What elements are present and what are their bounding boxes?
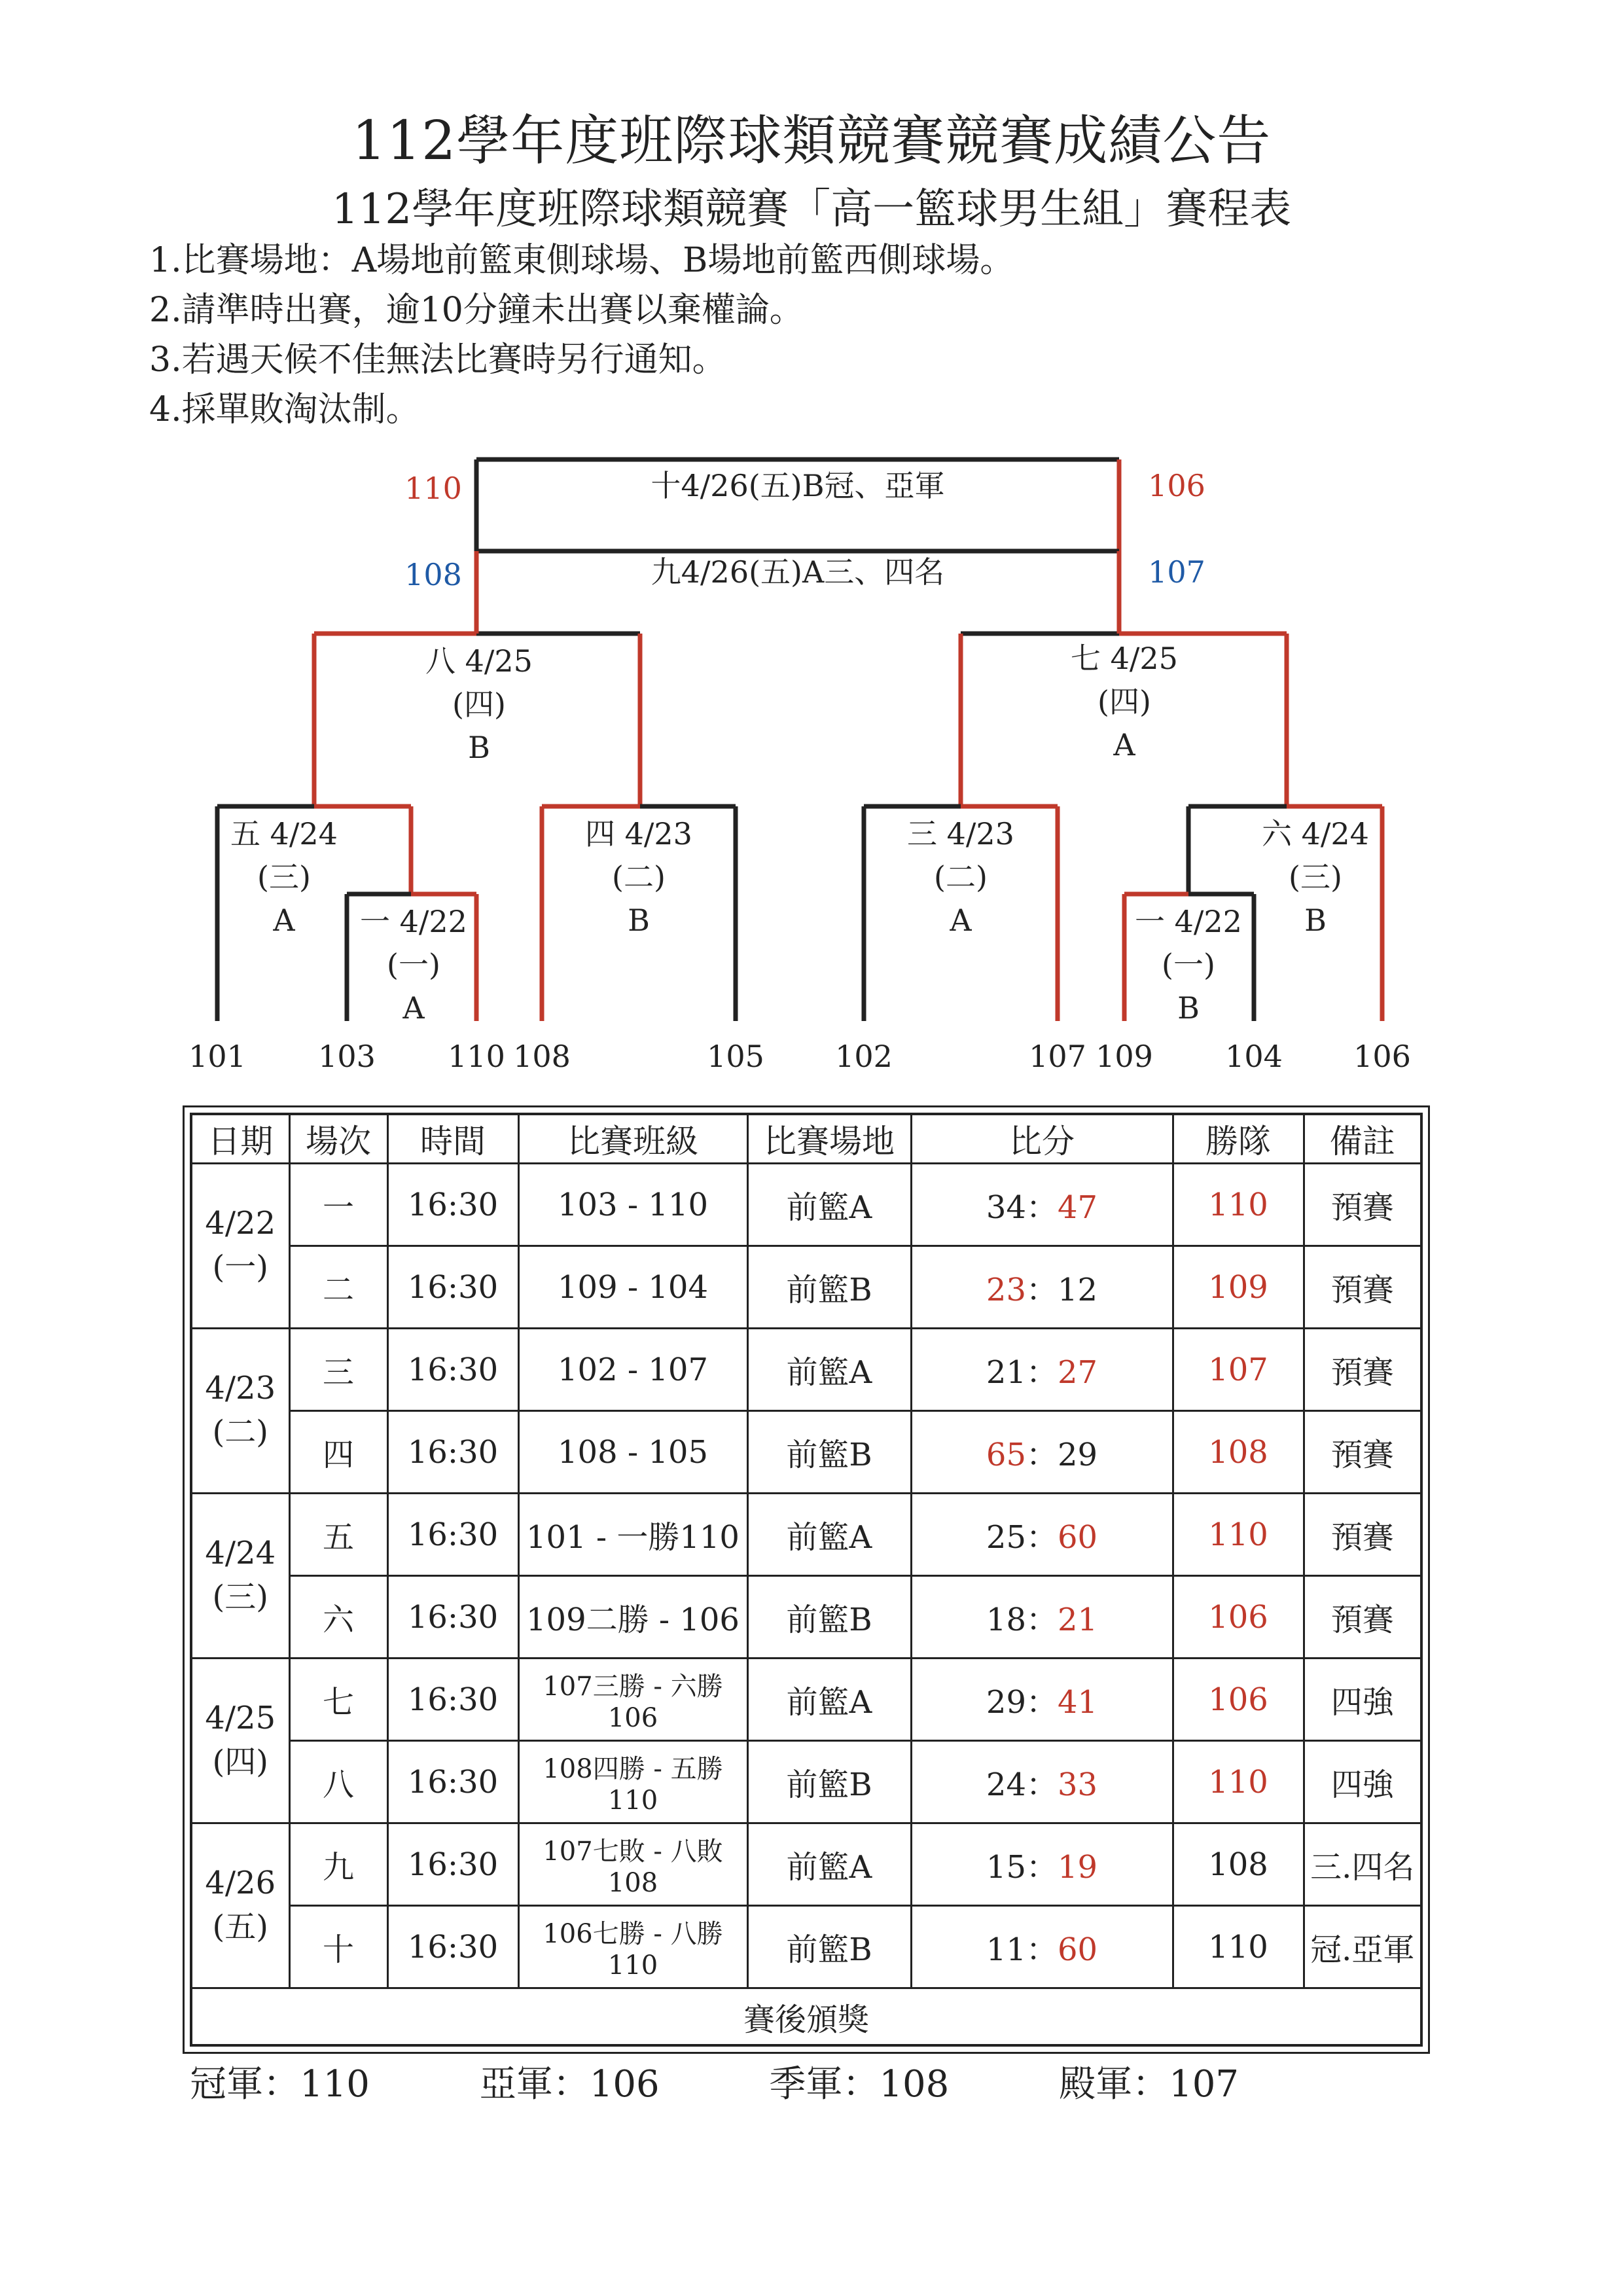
table-row: [191, 1659, 1421, 1741]
venue-cell: 前籃A: [747, 1329, 911, 1411]
score-sep: ：: [1026, 1931, 1058, 1968]
weekday-text: (三): [212, 1579, 268, 1615]
header-score: 比分: [911, 1114, 1173, 1164]
table-row: [191, 1164, 1421, 1246]
time-cell: 16:30: [387, 1494, 518, 1576]
weekday-text: (一): [212, 1249, 268, 1285]
third-label: 九4/26(五)A三、四名: [651, 554, 945, 590]
note-cell: 預賽: [1304, 1494, 1421, 1576]
note-cell: 預賽: [1304, 1411, 1421, 1494]
note-cell: 預賽: [1304, 1164, 1421, 1246]
award-note: 賽後頒獎: [191, 1988, 1421, 2046]
teams-cell: 108 - 105: [518, 1411, 747, 1494]
table-row: [191, 1576, 1421, 1659]
score-left: 25: [986, 1519, 1026, 1556]
game-cell: 八: [289, 1741, 387, 1823]
weekday-text: (二): [212, 1414, 268, 1450]
score-cell: [911, 1329, 1173, 1411]
g5-line2: (三): [257, 859, 311, 895]
g5-line3: A: [273, 903, 295, 938]
g6-line2: (三): [1289, 859, 1342, 895]
standing-team: 107: [1169, 2063, 1239, 2106]
rule-item: 3.若遇天候不佳無法比賽時另行通知。: [149, 340, 726, 380]
teams-cell: 103 - 110: [518, 1164, 747, 1246]
score-right: 12: [1058, 1272, 1098, 1308]
note-cell: 預賽: [1304, 1576, 1421, 1659]
score-left: 23: [986, 1272, 1026, 1308]
score-left: 18: [986, 1602, 1026, 1638]
score-right: 60: [1058, 1931, 1098, 1968]
score-sep: ：: [1026, 1437, 1058, 1473]
g4-line3: B: [628, 903, 650, 938]
score-cell: [911, 1164, 1173, 1246]
teams-cell: 108四勝 - 五勝110: [518, 1741, 747, 1823]
standing-team: 106: [589, 2063, 660, 2106]
venue-cell: 前籃B: [747, 1246, 911, 1329]
score-right: 29: [1058, 1437, 1098, 1473]
score-sep: ：: [1026, 1272, 1058, 1308]
score-left: 24: [986, 1767, 1026, 1803]
teams-cell: 109 - 104: [518, 1246, 747, 1329]
score-right: 60: [1058, 1519, 1098, 1556]
score-sep: ：: [1026, 1849, 1058, 1886]
score-left: 15: [986, 1849, 1026, 1886]
final-left-team: 110: [404, 471, 462, 506]
game-cell: 一: [289, 1164, 387, 1246]
table-header-row: [191, 1114, 1421, 1164]
teams-cell: 107三勝 - 六勝106: [518, 1659, 747, 1741]
final-right-team: 106: [1148, 468, 1205, 503]
page-subtitle: 112學年度班際球類競賽「高一籃球男生組」賽程表: [331, 185, 1292, 234]
semi-right-line3: A: [1113, 727, 1135, 762]
g5-line1: 五 4/24: [230, 816, 338, 852]
venue-cell: 前籃A: [747, 1823, 911, 1906]
winner-cell: 108: [1173, 1411, 1304, 1494]
page-title: 112學年度班際球類競賽競賽成績公告: [351, 110, 1272, 172]
header-game: 場次: [289, 1114, 387, 1164]
winner-cell: 106: [1173, 1659, 1304, 1741]
g4-line1: 四 4/23: [585, 816, 692, 852]
time-cell: 16:30: [387, 1576, 518, 1659]
venue-cell: 前籃B: [747, 1906, 911, 1988]
score-cell: [911, 1494, 1173, 1576]
time-cell: 16:30: [387, 1246, 518, 1329]
g2-line3: B: [1177, 990, 1200, 1026]
winner-cell: 107: [1173, 1329, 1304, 1411]
rule-item: 4.採單敗淘汰制。: [149, 390, 420, 429]
team-label: 108: [513, 1039, 571, 1074]
date-text: 4/24: [205, 1535, 276, 1571]
weekday-text: (四): [212, 1744, 268, 1780]
semi-right-line1: 七 4/25: [1071, 641, 1178, 676]
header-time: 時間: [387, 1114, 518, 1164]
venue-cell: 前籃B: [747, 1741, 911, 1823]
table-footer-row: [191, 1988, 1421, 2046]
table-row: [191, 1741, 1421, 1823]
game-cell: 十: [289, 1906, 387, 1988]
header-winner: 勝隊: [1173, 1114, 1304, 1164]
score-left: 21: [986, 1354, 1026, 1391]
date-text: 4/23: [205, 1370, 276, 1407]
table-row: [191, 1906, 1421, 1988]
table-row: [191, 1823, 1421, 1906]
teams-cell: 106七勝 - 八勝110: [518, 1906, 747, 1988]
winner-cell: 110: [1173, 1906, 1304, 1988]
score-cell: [911, 1906, 1173, 1988]
venue-cell: 前籃A: [747, 1659, 911, 1741]
score-sep: ：: [1026, 1354, 1058, 1391]
g4-line2: (二): [612, 859, 666, 895]
score-right: 19: [1058, 1849, 1098, 1886]
time-cell: 16:30: [387, 1164, 518, 1246]
header-date: 日期: [191, 1114, 289, 1164]
standing-label: 季軍：: [769, 2063, 880, 2106]
team-label: 109: [1096, 1039, 1153, 1074]
note-cell: 冠.亞軍: [1304, 1906, 1421, 1988]
score-right: 47: [1058, 1189, 1098, 1226]
third-left-team: 108: [404, 557, 462, 592]
score-sep: ：: [1026, 1767, 1058, 1803]
score-right: 27: [1058, 1354, 1098, 1391]
team-label: 107: [1029, 1039, 1086, 1074]
date-cell: [191, 1329, 289, 1494]
time-cell: 16:30: [387, 1329, 518, 1411]
semi-left-line3: B: [468, 730, 490, 765]
winner-cell: 109: [1173, 1246, 1304, 1329]
standing-third: [769, 2055, 949, 2108]
rule-item: 1.比賽場地：A場地前籃東側球場、B場地前籃西側球場。: [149, 241, 1014, 280]
g6-line3: B: [1304, 903, 1327, 938]
winner-cell: 106: [1173, 1576, 1304, 1659]
score-left: 29: [986, 1684, 1026, 1721]
note-cell: 預賽: [1304, 1329, 1421, 1411]
note-cell: 三.四名: [1304, 1823, 1421, 1906]
winner-cell: 110: [1173, 1164, 1304, 1246]
score-cell: [911, 1823, 1173, 1906]
teams-cell: 109二勝 - 106: [518, 1576, 747, 1659]
g1-line1: 一 4/22: [360, 904, 467, 939]
score-sep: ：: [1026, 1684, 1058, 1721]
g2-line1: 一 4/22: [1135, 904, 1242, 939]
game-cell: 九: [289, 1823, 387, 1906]
note-cell: 四強: [1304, 1741, 1421, 1823]
table-row: [191, 1411, 1421, 1494]
score-cell: [911, 1741, 1173, 1823]
score-left: 34: [986, 1189, 1026, 1226]
score-right: 41: [1058, 1684, 1098, 1721]
header-note: 備註: [1304, 1114, 1421, 1164]
score-right: 21: [1058, 1602, 1098, 1638]
g2-line2: (一): [1162, 947, 1215, 982]
table-row: [191, 1494, 1421, 1576]
date-cell: [191, 1494, 289, 1659]
semi-right-line2: (四): [1097, 684, 1151, 719]
time-cell: 16:30: [387, 1411, 518, 1494]
g1-line2: (一): [387, 947, 440, 982]
standing-label: 亞軍：: [479, 2063, 590, 2106]
date-cell: [191, 1659, 289, 1823]
standing-runner-up: [480, 2055, 660, 2108]
standing-label: 殿軍：: [1059, 2063, 1169, 2106]
winner-cell: 110: [1173, 1741, 1304, 1823]
rule-item: 2.請準時出賽，逾10分鐘未出賽以棄權論。: [149, 291, 804, 330]
game-cell: 七: [289, 1659, 387, 1741]
score-sep: ：: [1026, 1519, 1058, 1556]
final-standings: [190, 2055, 1337, 2108]
winner-cell: 108: [1173, 1823, 1304, 1906]
team-label: 105: [707, 1039, 764, 1074]
teams-cell: 101 - 一勝110: [518, 1494, 747, 1576]
game-cell: 二: [289, 1246, 387, 1329]
time-cell: 16:30: [387, 1659, 518, 1741]
score-sep: ：: [1026, 1189, 1058, 1226]
header-venue: 比賽場地: [747, 1114, 911, 1164]
g1-line3: A: [402, 990, 425, 1026]
semi-left-line2: (四): [452, 687, 506, 722]
score-cell: [911, 1246, 1173, 1329]
table-row: [191, 1246, 1421, 1329]
game-cell: 六: [289, 1576, 387, 1659]
g6-line1: 六 4/24: [1262, 816, 1369, 852]
g3-line2: (二): [934, 859, 988, 895]
score-cell: [911, 1659, 1173, 1741]
score-left: 65: [986, 1437, 1026, 1473]
score-cell: [911, 1411, 1173, 1494]
game-cell: 三: [289, 1329, 387, 1411]
g3-line3: A: [950, 903, 972, 938]
standing-fourth: [1059, 2055, 1239, 2108]
third-right-team: 107: [1148, 554, 1205, 590]
time-cell: 16:30: [387, 1906, 518, 1988]
team-label: 102: [835, 1039, 893, 1074]
final-label: 十4/26(五)B冠、亞軍: [651, 468, 945, 503]
teams-cell: 102 - 107: [518, 1329, 747, 1411]
venue-cell: 前籃B: [747, 1411, 911, 1494]
standing-champion: [190, 2055, 370, 2108]
date-text: 4/22: [205, 1205, 276, 1242]
standing-team: 108: [879, 2063, 950, 2106]
teams-cell: 107七敗 - 八敗108: [518, 1823, 747, 1906]
venue-cell: 前籃A: [747, 1164, 911, 1246]
game-cell: 五: [289, 1494, 387, 1576]
table-row: [191, 1329, 1421, 1411]
semi-left-line1: 八 4/25: [425, 643, 533, 679]
time-cell: 16:30: [387, 1741, 518, 1823]
time-cell: 16:30: [387, 1823, 518, 1906]
tournament-bracket: [0, 0, 1623, 1100]
team-label: 104: [1225, 1039, 1283, 1074]
venue-cell: 前籃B: [747, 1576, 911, 1659]
team-label: 101: [188, 1039, 246, 1074]
standing-label: 冠軍：: [190, 2063, 300, 2106]
score-cell: [911, 1576, 1173, 1659]
date-text: 4/26: [205, 1865, 276, 1901]
g3-line1: 三 4/23: [907, 816, 1014, 852]
weekday-text: (五): [212, 1909, 268, 1945]
score-left: 11: [986, 1931, 1026, 1968]
date-cell: [191, 1823, 289, 1988]
game-cell: 四: [289, 1411, 387, 1494]
venue-cell: 前籃A: [747, 1494, 911, 1576]
schedule-table: [190, 1113, 1423, 2047]
team-label: 103: [318, 1039, 376, 1074]
score-sep: ：: [1026, 1602, 1058, 1638]
header-teams: 比賽班級: [518, 1114, 747, 1164]
team-label: 106: [1353, 1039, 1411, 1074]
standing-team: 110: [300, 2063, 370, 2106]
date-text: 4/25: [205, 1700, 276, 1736]
score-right: 33: [1058, 1767, 1098, 1803]
note-cell: 預賽: [1304, 1246, 1421, 1329]
winner-cell: 110: [1173, 1494, 1304, 1576]
team-label: 110: [448, 1039, 505, 1074]
note-cell: 四強: [1304, 1659, 1421, 1741]
date-cell: [191, 1164, 289, 1329]
